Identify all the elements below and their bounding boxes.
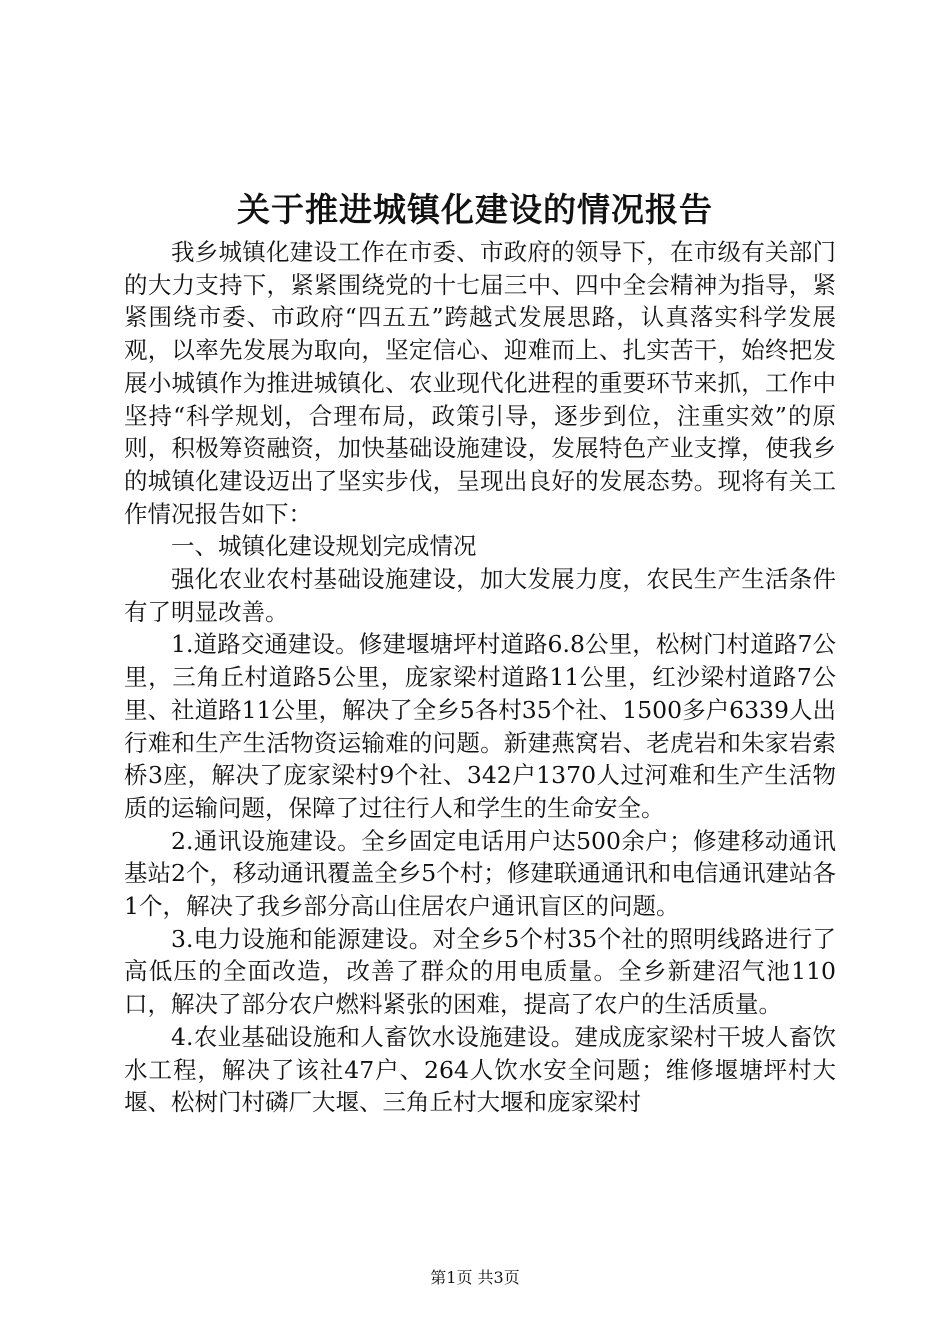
paragraph-telecom: 2.通讯设施建设。全乡固定电话用户达500余户；修建移动通讯基站2个，移动通讯覆盖全乡5个村；修建联通通讯和电信通讯建站各1个，解决了我乡部分高山住居农户通讯盲区的问题。 (124, 826, 836, 921)
document-title: 关于推进城镇化建设的情况报告 (237, 190, 713, 229)
section-heading: 一、城镇化建设规划完成情况 (171, 532, 477, 561)
document-body (124, 236, 836, 1119)
paragraph-summary: 强化农业农村基础设施建设，加大发展力度，农民生产生活条件有了明显改善。 (124, 565, 836, 626)
paragraph-water: 4.农业基础设施和人畜饮水设施建设。建成庞家梁村干坡人畜饮水工程，解决了该社47户、264人饮水安全问题；维修堰塘坪村大堰、松树门村磷厂大堰、三角丘村大堰和庞家梁村 (124, 1022, 836, 1117)
paragraph-power: 3.电力设施和能源建设。对全乡5个村35个社的照明线路进行了高低压的全面改造，改善了群众的用电质量。全乡新建沼气池110口，解决了部分农户燃料紧张的困难，提高了农户的生活质量。 (124, 924, 836, 1019)
paragraph-roads: 1.道路交通建设。修建堰塘坪村道路6.8公里，松树门村道路7公里，三角丘村道路5公里，庞家梁村道路11公里，红沙梁村道路7公里、社道路11公里，解决了全乡5各村35个社、1500多户6339人出行难和生产生活物资运输难的问题。新建燕窝岩、老虎岩和朱家岩索桥3座，解决了庞家梁村9个社、342户1370人过河难和生产生活物质的运输问题，保障了过往行人和学生的生命安全。 (124, 630, 836, 822)
page-footer: 第1页 共3页 (430, 1268, 520, 1287)
paragraph-intro: 我乡城镇化建设工作在市委、市政府的领导下，在市级有关部门的大力支持下，紧紧围绕党的十七届三中、四中全会精神为指导，紧紧围绕市委、市政府“四五五”跨越式发展思路，认真落实科学发展观，以率先发展为取向，坚定信心、迎难而上、扎实苦干，始终把发展小城镇作为推进城镇化、农业现代化进程的重要环节来抓，工作中坚持“科学规划，合理布局，政策引导，逐步到位，注重实效”的原则，积极筹资融资，加快基础设施建设，发展特色产业支撑，使我乡的城镇化建设迈出了坚实步伐，呈现出良好的发展态势。现将有关工作情况报告如下： (124, 238, 836, 528)
